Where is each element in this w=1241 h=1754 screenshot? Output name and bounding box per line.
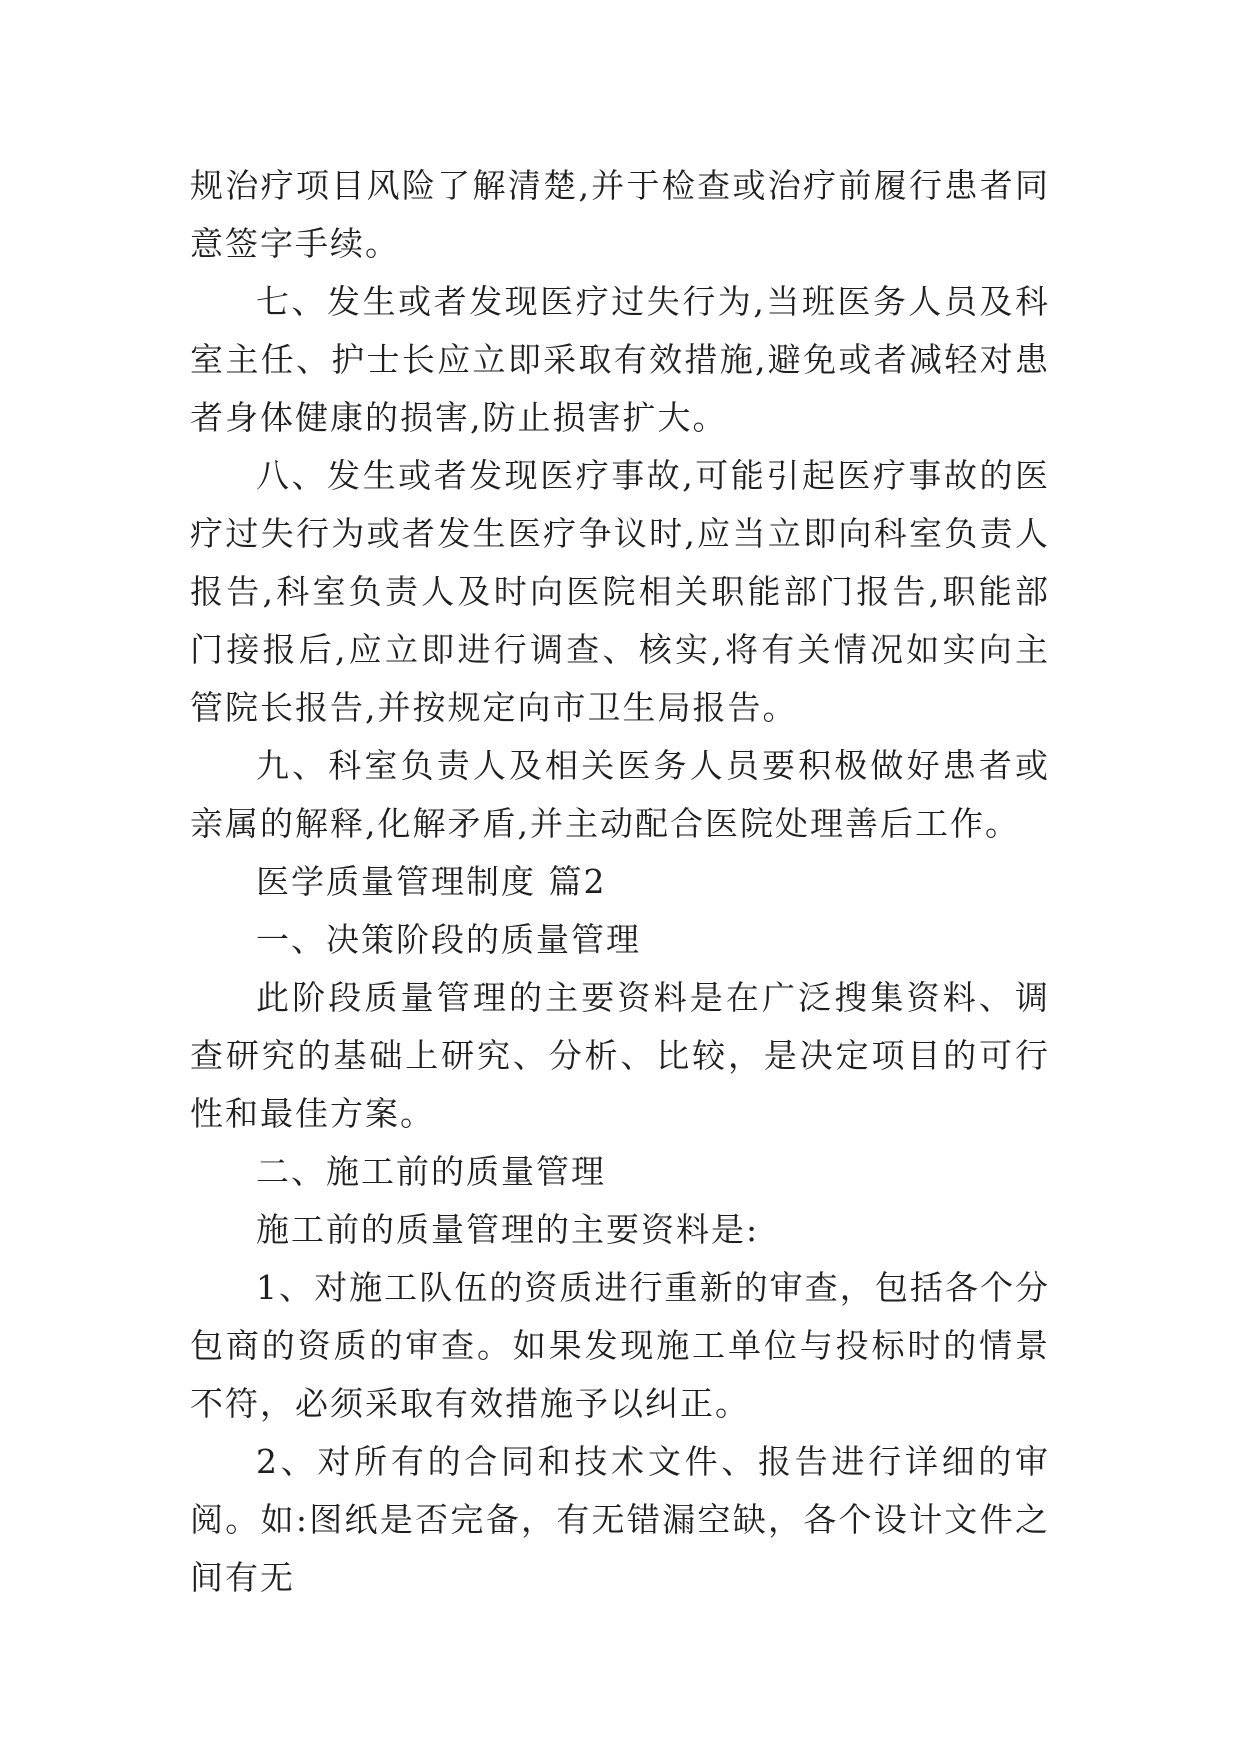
paragraph-item-9: 九、科室负责人及相关医务人员要积极做好患者或亲属的解释,化解矛盾,并主动配合医院处理善后工作。 — [190, 746, 1050, 843]
paragraph-item-7: 七、发生或者发现医疗过失行为,当班医务人员及科室主任、护士长应立即采取有效措施,避免或者减轻对患者身体健康的损害,防止损害扩大。 — [190, 282, 1050, 437]
section-title: 医学质量管理制度 篇2 — [256, 862, 607, 901]
document-body — [190, 157, 1050, 1607]
heading-decision-stage: 一、决策阶段的质量管理 — [256, 920, 641, 959]
paragraph-pre-item-1: 1、对施工队伍的资质进行重新的审查，包括各个分包商的资质的审查。如果发现施工单位与投标时的情景不符，必须采取有效措施予以纠正。 — [190, 1268, 1050, 1423]
paragraph-pre-item-2: 2、对所有的合同和技术文件、报告进行详细的审阅。如:图纸是否完备，有无错漏空缺，各个设计文件之间有无 — [190, 1442, 1050, 1597]
paragraph-decision-body: 此阶段质量管理的主要资料是在广泛搜集资料、调查研究的基础上研究、分析、比较，是决定项目的可行性和最佳方案。 — [190, 978, 1050, 1133]
paragraph-continuation: 规治疗项目风险了解清楚,并于检查或治疗前履行患者同意签字手续。 — [190, 166, 1050, 263]
paragraph-preconstruction-intro: 施工前的质量管理的主要资料是: — [256, 1210, 760, 1249]
heading-preconstruction: 二、施工前的质量管理 — [256, 1152, 606, 1191]
paragraph-item-8: 八、发生或者发现医疗事故,可能引起医疗事故的医疗过失行为或者发生医疗争议时,应当立即向科室负责人报告,科室负责人及时向医院相关职能部门报告,职能部门接报后,应立即进行调查、核实,将有关情况如实向主管院长报告,并按规定向市卫生局报告。 — [190, 456, 1050, 727]
